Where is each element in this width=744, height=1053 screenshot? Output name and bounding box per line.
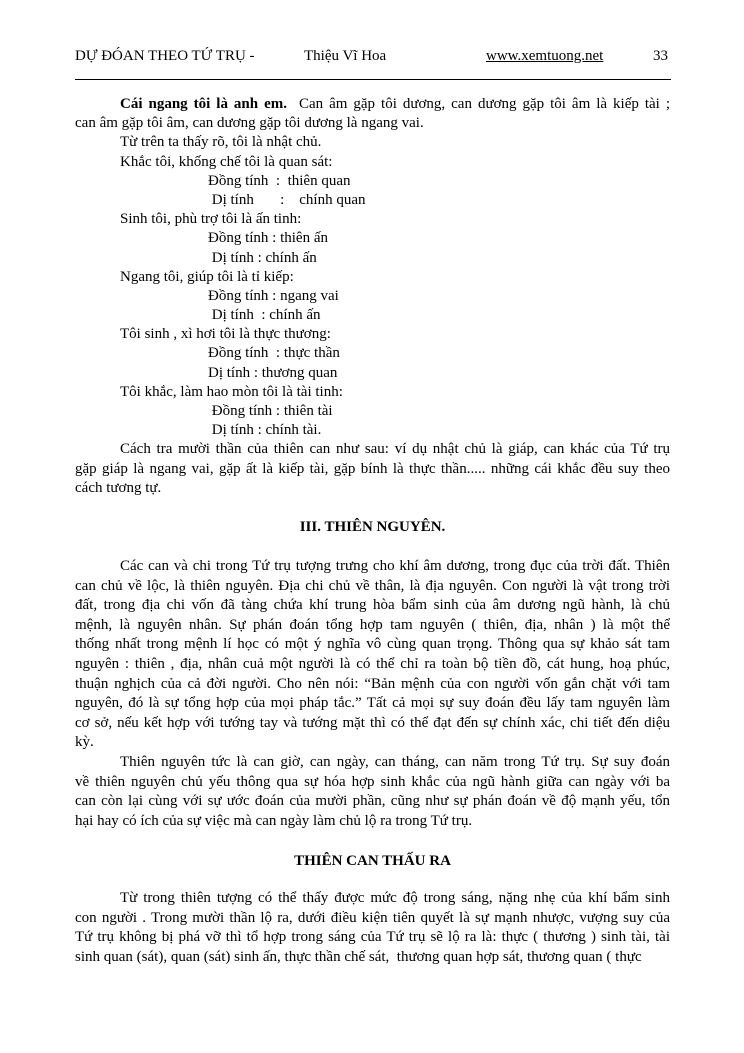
definition-item xyxy=(75,191,670,210)
line-text: Khắc tôi, khống chế tôi là quan sát: xyxy=(120,153,333,170)
text-line xyxy=(75,694,670,714)
text-line xyxy=(75,889,670,909)
text-line xyxy=(75,577,670,597)
text-line xyxy=(75,249,670,268)
text-line xyxy=(75,229,670,248)
line-text: Dị tính : chính tài. xyxy=(208,422,322,439)
line-text: nguyên : thiên , địa, nhân cuả một người là có thể chỉ ra toàn bộ tiền đồ, cát hung, hoạ phúc, xyxy=(75,655,670,672)
line-text: hại hay có ích của sự việc mà can ngày làm chủ lộ ra trong Tứ trụ. xyxy=(75,812,473,829)
line-text: Dị tính : chính ấn xyxy=(208,249,317,266)
paragraph xyxy=(75,557,670,753)
definition-item xyxy=(75,287,670,306)
text-line xyxy=(75,655,670,675)
text-line xyxy=(75,191,670,210)
line-text: Dị tính : thương quan xyxy=(208,364,338,381)
definition-item xyxy=(75,421,670,440)
text-line xyxy=(75,635,670,655)
paragraph xyxy=(75,268,670,287)
paragraph xyxy=(75,153,670,172)
text-line xyxy=(75,909,670,929)
text-line xyxy=(75,402,670,421)
text-line xyxy=(75,675,670,695)
definition-item xyxy=(75,402,670,421)
line-text: sinh quan (sát), quan (sát) sinh ấn, thực thần chế sát, thương quan hợp sát, thương quan ( thực xyxy=(75,948,642,965)
text-line xyxy=(75,95,670,114)
line-text: cơ sở, nếu kết hợp với tướng tay và tướng mặt thì có thể đạt đến sự chính xác, chi tiết đến diệu xyxy=(75,714,670,731)
section-ten-gods xyxy=(75,95,670,498)
line-text: kỳ. xyxy=(75,734,94,751)
text-line xyxy=(75,616,670,636)
text-line xyxy=(75,268,670,287)
line-text: Ngang tôi, giúp tôi là tỉ kiếp: xyxy=(120,268,294,285)
line-text: thuận nghịch của cả đời người. Cho nên nói: “Bản mệnh của con người vốn gắn chặt với tam xyxy=(75,675,670,692)
text-line xyxy=(75,557,670,577)
text-line xyxy=(75,344,670,363)
text-line xyxy=(75,325,670,344)
text-line xyxy=(75,114,670,133)
text-line xyxy=(75,306,670,325)
line-text: Đồng tính : thiên quan xyxy=(208,172,351,189)
section-heading-thien-nguyen: III. THIÊN NGUYÊN. xyxy=(299,519,446,535)
line-text: Tôi khắc, làm hao mòn tôi là tài tinh: xyxy=(120,383,343,400)
definition-item xyxy=(75,229,670,248)
header-rule xyxy=(75,79,671,80)
running-header-author: Thiệu Vĩ Hoa xyxy=(304,48,387,64)
section-thien-can-body xyxy=(75,889,670,967)
paragraph xyxy=(75,133,670,152)
line-text: Can âm gặp tôi dương, can dương gặp tôi âm là kiếp tài ; xyxy=(287,96,670,112)
line-text: Đồng tính : thực thần xyxy=(208,345,340,362)
text-line xyxy=(75,948,670,968)
text-line xyxy=(75,460,670,479)
line-text: can chủ về lộc, là thiên nguyên. Địa chi chủ về thân, là địa nguyên. Con người là vật trong trời xyxy=(75,577,670,594)
website-link[interactable]: www.xemtuong.net xyxy=(486,48,604,64)
paragraph xyxy=(75,440,670,498)
text-line xyxy=(75,479,670,498)
definition-item xyxy=(75,344,670,363)
text-line xyxy=(75,753,670,773)
line-text: Từ trong thiên tượng có thể thấy được mức độ trong sáng, nặng nhẹ của khí bẩm sinh xyxy=(120,890,670,906)
line-text: cách tương tự. xyxy=(75,479,162,496)
line-text: Đồng tính : thiên tài xyxy=(208,403,333,419)
definition-item xyxy=(75,249,670,268)
paragraph xyxy=(75,383,670,402)
definition-item xyxy=(75,172,670,191)
line-text: Tứ trụ không bị phá vỡ thì tổ hợp trong sáng của Tứ trụ sẽ lộ ra là: thực ( thương ) sinh tài, tài xyxy=(75,929,670,946)
text-line xyxy=(75,792,670,812)
line-text: can còn lại cùng với sự ước đoán của mười phần, cũng như sự phán đoán về độ mạnh yếu, tổn xyxy=(75,793,670,810)
line-text: mệnh, là nguyên nhân. Sự phán đoán tổng hợp tam nguyên ( thiên, địa, nhân ) là một thể xyxy=(75,616,670,633)
text-line xyxy=(75,733,670,753)
line-text: Dị tính : chính ấn xyxy=(208,307,321,324)
line-text: Đồng tính : thiên ấn xyxy=(208,230,328,247)
line-text: con người . Trong mười thần lộ ra, dưới điều kiện tiên quyết là sự mạnh nhược, vượng suy của xyxy=(75,909,670,926)
line-text: nguyên, đó là sự tổng hợp của mọi pháp tắc.” Tất cả mọi sự suy đoán đều lấy tam nguyên làm xyxy=(75,695,670,712)
running-header-title: DỰ ĐÓAN THEO TỨ TRỤ - xyxy=(75,48,255,64)
paragraph xyxy=(75,889,670,967)
paragraph xyxy=(75,325,670,344)
line-text: gặp giáp là ngang vai, gặp ất là kiếp tài, gặp bính là thực thần..... những cái khắc đều suy theo xyxy=(75,460,670,477)
text-line xyxy=(75,364,670,383)
paragraph xyxy=(75,210,670,229)
paragraph xyxy=(75,95,670,133)
line-text: Thiên nguyên tức là can giờ, can ngày, can tháng, can năm trong Tứ trụ. Sự suy đoán xyxy=(120,753,670,770)
text-line xyxy=(75,773,670,793)
line-text: về thiên nguyên chủ yếu thông qua sự hóa hợp sinh khắc của ngũ hành giữa can ngày với ba xyxy=(75,773,670,790)
section-thien-nguyen-body xyxy=(75,557,670,831)
line-text: đất, trong địa chi vốn đã tàng chứa khí trung hòa bẩm sinh của âm dương ngũ hành, là chủ xyxy=(75,597,670,614)
text-line xyxy=(75,133,670,152)
line-text: Từ trên ta thấy rõ, tôi là nhật chủ. xyxy=(120,134,322,151)
bold-lead: Cái ngang tôi là anh em. xyxy=(120,96,287,112)
definition-item xyxy=(75,364,670,383)
line-text: thống nhất trong mệnh lí học có một ý nghĩa vô cùng quan trọng. Thông qua sự khảo sát tam xyxy=(75,636,670,653)
text-line xyxy=(75,383,670,402)
page-number: 33 xyxy=(653,48,668,64)
text-line xyxy=(75,928,670,948)
section-heading-thien-can-thau-ra: THIÊN CAN THẤU RA xyxy=(294,853,451,869)
text-line xyxy=(75,440,670,459)
paragraph xyxy=(75,753,670,831)
text-line xyxy=(75,812,670,832)
line-text: Sinh tôi, phù trợ tôi là ấn tinh: xyxy=(120,211,302,228)
text-line xyxy=(75,287,670,306)
text-line xyxy=(75,153,670,172)
line-text: Đồng tính : ngang vai xyxy=(208,287,339,304)
definition-item xyxy=(75,306,670,325)
text-line xyxy=(75,714,670,734)
text-line xyxy=(75,172,670,191)
text-line xyxy=(75,421,670,440)
line-text: Các can và chi trong Tứ trụ tượng trưng cho khí âm dương, trong đục của trời đất. Thiên xyxy=(120,558,670,574)
line-text: can âm gặp tôi âm, can dương gặp tôi dương là ngang vai. xyxy=(75,115,424,132)
text-line xyxy=(75,596,670,616)
line-text: Dị tính : chính quan xyxy=(208,191,366,208)
line-text: Tôi sinh , xì hơi tôi là thực thương: xyxy=(120,326,331,343)
line-text: Cách tra mười thần của thiên can như sau: ví dụ nhật chủ là giáp, can khác của Tứ trụ xyxy=(120,441,670,458)
text-line xyxy=(75,210,670,229)
